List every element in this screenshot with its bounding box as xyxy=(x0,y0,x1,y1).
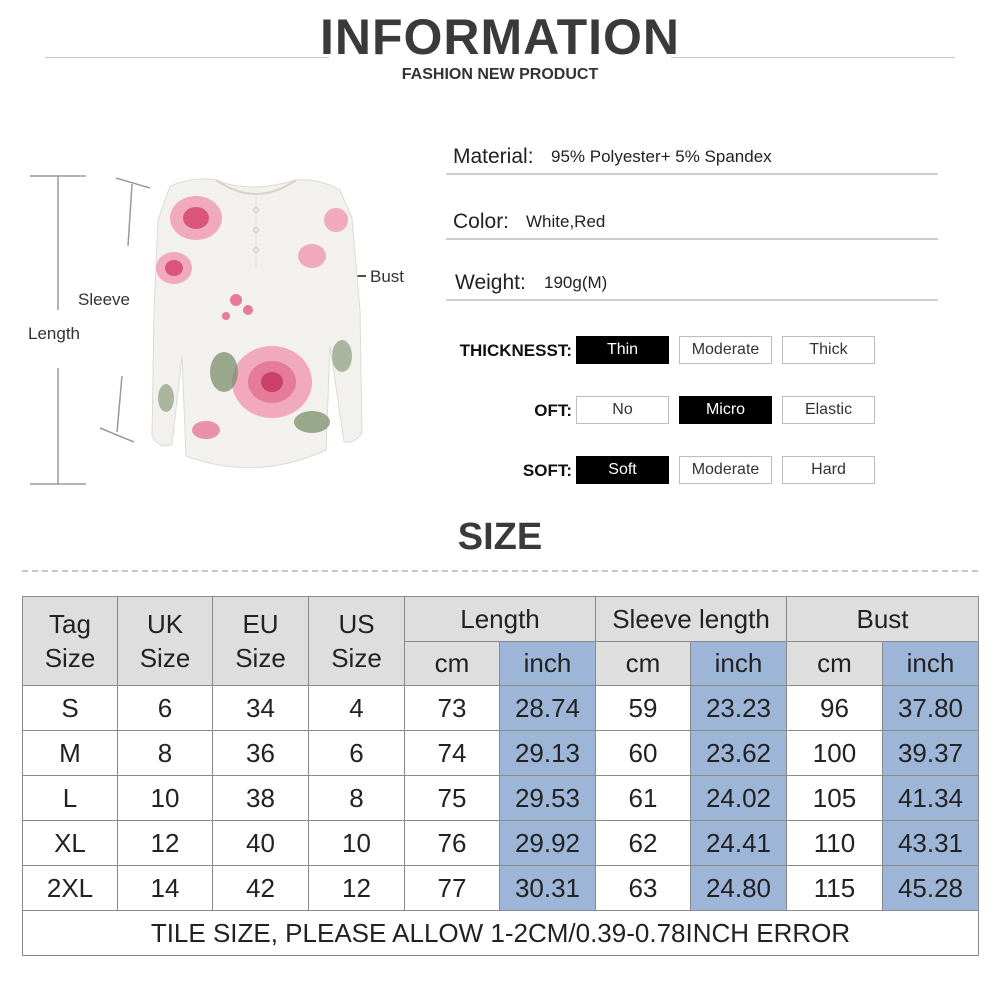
tag-size-cell: S xyxy=(23,686,118,731)
soft-option-soft: Soft xyxy=(576,456,669,484)
sleeve-inch-cell: 24.80 xyxy=(691,866,787,911)
size-divider xyxy=(22,570,978,572)
header-us-size: US Size xyxy=(309,597,405,686)
material-key: Material: xyxy=(453,145,534,168)
tag-size-cell: M xyxy=(23,731,118,776)
uk-size-cell: 10 xyxy=(118,776,213,821)
sleeve-cm-cell: 61 xyxy=(596,776,691,821)
sleeve-cm-cell: 59 xyxy=(596,686,691,731)
thickness-option-thick: Thick xyxy=(782,336,875,364)
header-bust: Bust xyxy=(787,597,979,642)
sleeve-cm-cell: 62 xyxy=(596,821,691,866)
header-length: Length xyxy=(405,597,596,642)
oft-option-micro: Micro xyxy=(679,396,772,424)
us-size-cell: 10 xyxy=(309,821,405,866)
length-inch-cell: 29.13 xyxy=(500,731,596,776)
thickness-option-thin: Thin xyxy=(576,336,669,364)
length-label: Length xyxy=(28,324,80,343)
bust-inch-cell: 45.28 xyxy=(883,866,979,911)
tag-size-cell: 2XL xyxy=(23,866,118,911)
bust-inch-cell: 41.34 xyxy=(883,776,979,821)
table-row xyxy=(23,776,979,821)
length-inch-cell: 29.92 xyxy=(500,821,596,866)
size-table xyxy=(22,596,979,956)
length-inch-cell: 28.74 xyxy=(500,686,596,731)
sleeve-inch-cell: 23.23 xyxy=(691,686,787,731)
bust-inch-cell: 37.80 xyxy=(883,686,979,731)
table-note-row xyxy=(23,911,979,956)
material-row xyxy=(446,133,938,175)
page-title: INFORMATION xyxy=(319,9,681,65)
length-inch-cell: 30.31 xyxy=(500,866,596,911)
bust-inch-cell: 39.37 xyxy=(883,731,979,776)
sleeve-inch-cell: 24.41 xyxy=(691,821,787,866)
bust-label: Bust xyxy=(370,267,405,286)
eu-size-cell: 38 xyxy=(213,776,309,821)
uk-size-cell: 14 xyxy=(118,866,213,911)
eu-size-cell: 34 xyxy=(213,686,309,731)
unit-length-inch: inch xyxy=(500,642,596,686)
eu-size-cell: 40 xyxy=(213,821,309,866)
sleeve-cm-cell: 60 xyxy=(596,731,691,776)
thickness-label: THICKNESST: xyxy=(459,341,572,360)
header-sleeve-length: Sleeve length xyxy=(596,597,787,642)
us-size-cell: 6 xyxy=(309,731,405,776)
oft-option-elastic: Elastic xyxy=(782,396,875,424)
us-size-cell: 8 xyxy=(309,776,405,821)
bust-cm-cell: 100 xyxy=(787,731,883,776)
table-note: TILE SIZE, PLEASE ALLOW 1-2CM/0.39-0.78INCH ERROR xyxy=(23,911,979,956)
weight-row xyxy=(446,259,938,301)
us-size-cell: 4 xyxy=(309,686,405,731)
bust-cm-cell: 110 xyxy=(787,821,883,866)
tag-size-cell: L xyxy=(23,776,118,821)
table-header-row xyxy=(23,597,979,642)
sleeve-inch-cell: 23.62 xyxy=(691,731,787,776)
unit-sleeve-cm: cm xyxy=(596,642,691,686)
page-subtitle: FASHION NEW PRODUCT xyxy=(401,66,599,83)
oft-option-no: No xyxy=(576,396,669,424)
table-row xyxy=(23,866,979,911)
unit-length-cm: cm xyxy=(405,642,500,686)
product-figure xyxy=(0,160,420,500)
table-row xyxy=(23,686,979,731)
unit-bust-inch: inch xyxy=(883,642,979,686)
bust-cm-cell: 96 xyxy=(787,686,883,731)
uk-size-cell: 6 xyxy=(118,686,213,731)
uk-size-cell: 8 xyxy=(118,731,213,776)
soft-option-moderate: Moderate xyxy=(679,456,772,484)
header-uk-size: UK Size xyxy=(118,597,213,686)
length-cm-cell: 76 xyxy=(405,821,500,866)
unit-sleeve-inch: inch xyxy=(691,642,787,686)
eu-size-cell: 42 xyxy=(213,866,309,911)
table-row xyxy=(23,731,979,776)
color-value: White,Red xyxy=(526,212,606,231)
soft-option-hard: Hard xyxy=(782,456,875,484)
size-title: SIZE xyxy=(457,516,543,558)
thickness-option-moderate: Moderate xyxy=(679,336,772,364)
color-row xyxy=(446,198,938,240)
unit-bust-cm: cm xyxy=(787,642,883,686)
color-key: Color: xyxy=(453,210,510,233)
sleeve-inch-cell: 24.02 xyxy=(691,776,787,821)
sleeve-cm-cell: 63 xyxy=(596,866,691,911)
bust-inch-cell: 43.31 xyxy=(883,821,979,866)
eu-size-cell: 36 xyxy=(213,731,309,776)
uk-size-cell: 12 xyxy=(118,821,213,866)
length-cm-cell: 73 xyxy=(405,686,500,731)
size-rows xyxy=(23,686,979,911)
table-row xyxy=(23,821,979,866)
bust-cm-cell: 115 xyxy=(787,866,883,911)
soft-label: SOFT: xyxy=(522,461,572,480)
weight-key: Weight: xyxy=(455,271,526,294)
oft-label: OFT: xyxy=(534,401,572,420)
header-tag-size: Tag Size xyxy=(23,597,118,686)
sleeve-measure-icon xyxy=(100,178,150,442)
length-cm-cell: 74 xyxy=(405,731,500,776)
sleeve-label: Sleeve xyxy=(78,290,130,309)
length-inch-cell: 29.53 xyxy=(500,776,596,821)
tag-size-cell: XL xyxy=(23,821,118,866)
length-cm-cell: 77 xyxy=(405,866,500,911)
length-cm-cell: 75 xyxy=(405,776,500,821)
bust-cm-cell: 105 xyxy=(787,776,883,821)
weight-value: 190g(M) xyxy=(544,273,608,292)
header-eu-size: EU Size xyxy=(213,597,309,686)
us-size-cell: 12 xyxy=(309,866,405,911)
material-value: 95% Polyester+ 5% Spandex xyxy=(551,147,772,166)
